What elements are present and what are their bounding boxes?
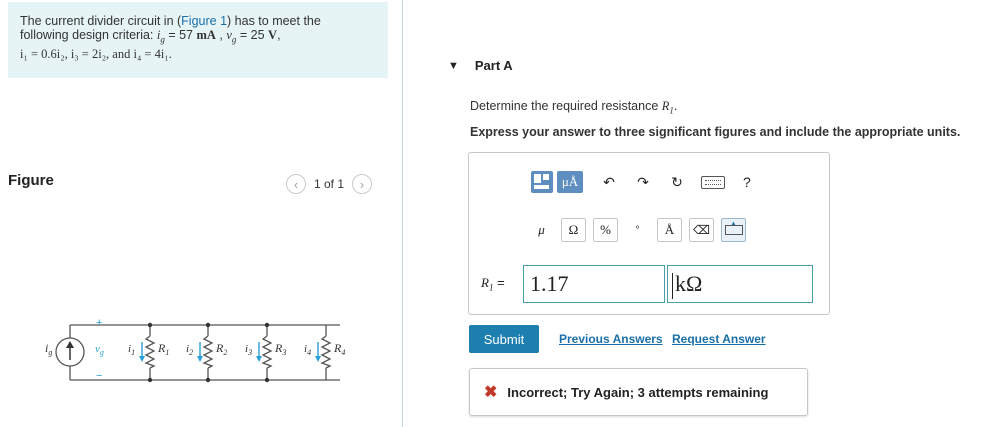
circuit-diagram [35,300,365,390]
branch-current-label: $i_2$ [186,343,194,357]
help-button[interactable]: ? [743,174,751,190]
ig-subscript: g [160,34,165,45]
arrow-head [315,356,321,362]
figure-heading: Figure [8,172,54,189]
reset-icon[interactable]: ↻ [671,173,683,190]
ig-label: $i_g$ [45,341,53,357]
problem-text: The current divider circuit in ( [20,14,182,28]
next-figure-button[interactable] [352,174,372,194]
math-toolbar [531,171,751,193]
instruction-text: Express your answer to three significant figures and include the appropriate units. [470,125,961,139]
vg-subscript: g [231,34,237,45]
percent-symbol-button[interactable]: % [593,218,618,242]
template-button[interactable] [531,171,553,193]
prev-figure-button[interactable] [286,174,306,194]
omega-symbol-button[interactable]: Ω [561,218,586,242]
part-title: Part A [474,58,513,73]
backspace-icon[interactable]: ⌫ [689,218,714,242]
units-button[interactable]: μÅ [557,171,583,193]
units-input[interactable] [667,265,813,303]
problem-statement [8,2,388,78]
previous-answers-link[interactable]: Previous Answers [559,332,663,346]
mu-symbol-button[interactable]: μ [538,222,545,237]
collapse-caret-icon[interactable]: ▼ [448,59,459,72]
answer-equals: = [493,275,505,290]
question-symbol: R [661,99,670,113]
value-input[interactable]: 1.17 [523,265,665,303]
chevron-left-icon: ‹ [293,176,299,192]
question-subscript: 1 [669,105,674,116]
problem-line-2 [20,28,378,47]
feedback-text: Incorrect; Try Again; 3 attempts remaining [507,384,769,400]
panel-divider [402,0,403,427]
part-a-header[interactable] [448,58,513,73]
resistor-label: $R_2$ [216,341,228,357]
vg-label: $v_g$ [95,343,104,357]
resistor-label: $R_4$ [334,341,346,357]
question-end: . [673,99,678,113]
request-answer-link[interactable]: Request Answer [672,332,766,346]
figure-pager [286,174,372,194]
vg-symbol: v [226,28,232,42]
degree-symbol-button[interactable]: ° [635,224,640,236]
ig-symbol: i [156,28,161,42]
submit-button[interactable]: Submit [469,325,539,353]
error-x-icon: ✖ [484,384,498,401]
pager-text: 1 of 1 [314,177,345,191]
branch-current-label: $i_3$ [245,343,253,357]
undo-icon[interactable]: ↶ [603,173,615,190]
figure-link[interactable]: Figure 1 [181,14,228,28]
angstrom-symbol-button[interactable]: Å [657,218,682,242]
answer-panel [468,152,830,315]
separator: , [215,28,227,42]
problem-line-3: i₁ = 0.6i₂, i₃ = 2i₂, and i₄ = 4i₁. [20,46,172,61]
minus-sign: − [96,370,103,382]
arrow-head [197,356,203,362]
units-value: kΩ [675,271,703,296]
branch-current-label: $i_1$ [128,343,136,357]
problem-text: following design criteria: [20,28,157,42]
plus-sign: + [96,317,103,329]
redo-icon[interactable]: ↷ [637,173,649,190]
ig-unit: mA [196,28,216,42]
problem-text: ) has to meet the [227,14,321,28]
text-cursor [672,273,673,299]
vg-equals: = 25 [236,28,269,42]
question-prefix: Determine the required resistance [470,99,662,113]
keyboard-icon[interactable] [701,176,725,189]
feedback-message [469,368,808,416]
symbol-toolbar [529,218,746,242]
problem-line-1 [20,14,378,28]
vg-unit: V [268,28,278,42]
answer-subscript: 1 [488,282,494,293]
answer-symbol: R [481,275,489,290]
chevron-right-icon: › [359,176,365,192]
arrow-head [139,356,145,362]
answer-label [481,275,505,293]
ig-equals: = 57 [164,28,197,42]
resistor-label: $R_3$ [275,341,287,357]
arrow-head [256,356,262,362]
question-text [470,99,677,116]
keyboard-toggle-button[interactable]: ▲ [721,218,746,242]
vg-end: , [277,28,281,42]
resistor-label: $R_1$ [158,341,170,357]
branch-current-label: $i_4$ [304,343,312,357]
